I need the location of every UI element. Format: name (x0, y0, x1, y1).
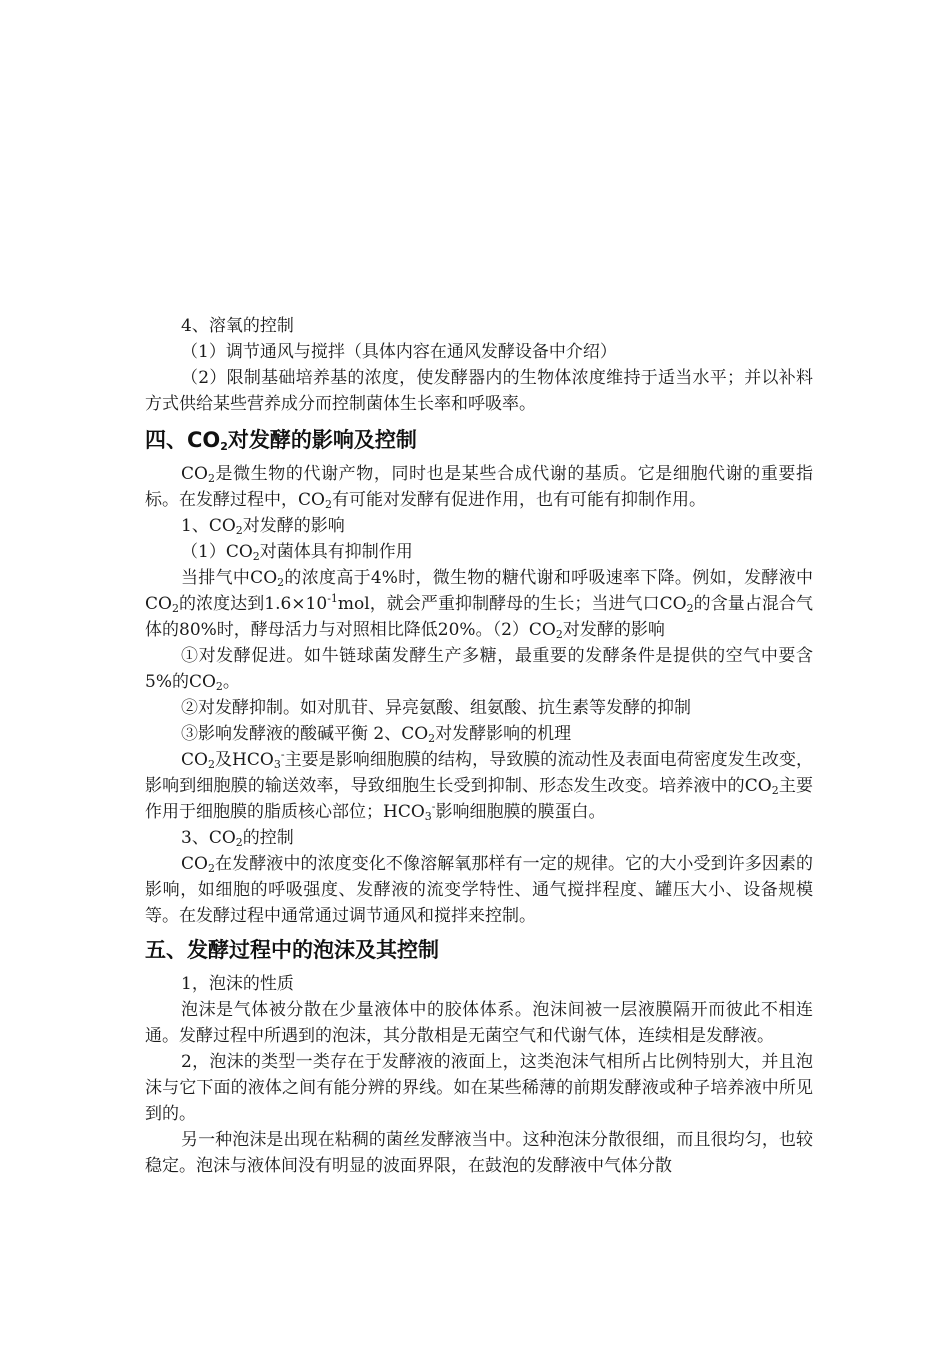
foam-nature-subheading: 1，泡沫的性质 (181, 974, 294, 994)
section-heading-foam: 五、发酵过程中的泡沫及其控制 (145, 938, 439, 962)
document-body (145, 313, 813, 1179)
dissolved-oxygen-item-1: （1）调节通风与搅拌（具体内容在通风发酵设备中介绍） (181, 342, 617, 362)
co2-promotion-item: ①对发酵促进。如牛链球菌发酵生产多糖，最重要的发酵条件是提供的空气中要含5%的$CO_2$。 (145, 646, 813, 693)
co2-effect-subheading: 1、$CO_2$对发酵的影响 (181, 516, 345, 537)
co2-ph-balance-item: ③影响发酵液的酸碱平衡 2、$CO_2$对发酵影响的机理 (181, 724, 572, 745)
co2-intro-paragraph: $CO_2$是微生物的代谢产物，同时也是某些合成代谢的基质。它是细胞代谢的重要指标。在发酵过程中，$CO_2$有可能对发酵有促进作用，也有可能有抑制作用。 (145, 464, 813, 511)
co2-inhibition-item: ②对发酵抑制。如对肌苷、异亮氨酸、组氨酸、抗生素等发酵的抑制 (181, 698, 691, 718)
co2-mechanism-paragraph: $CO_2$及$HCO_3^-$主要是影响细胞膜的结构，导致膜的流动性及表面电荷密度发生改变，影响到细胞膜的输送效率，导致细胞生长受到抑制、形态发生改变。培养液中的$CO_2$主要作用于细胞膜的脂质核心部位；$HCO_3^-$影响细胞膜的膜蛋白。 (145, 748, 813, 823)
foam-definition-paragraph: 泡沫是气体被分散在少量液体中的胶体体系。泡沫间被一层液膜隔开而彼此不相连通。发酵过程中所遇到的泡沫，其分散相是无菌空气和代谢气体，连续相是发酵液。 (145, 1000, 813, 1046)
co2-inhibition-subheading: $(1)CO_2$对菌体具有抑制作用 (181, 542, 413, 563)
co2-control-subheading: 3、$CO_2$的控制 (181, 828, 294, 849)
dissolved-oxygen-title: 4、溶氧的控制 (181, 316, 294, 336)
co2-inhibition-paragraph: 当排气中$CO_2$的浓度高于4%时，微生物的糖代谢和呼吸速率下降。例如，发酵液中$CO_2$的浓度达到$1.6\times 10^{-1}mol$，就会严重抑制酵母的生长；当进气口$CO_2$的含量占混合气体的80%时，酵母活力与对照相比降低20%。$(2)CO_2$对发酵的影响 (145, 568, 814, 641)
dissolved-oxygen-item-2: （2）限制基础培养基的浓度，使发酵器内的生物体浓度维持于适当水平；并以补料方式供给某些营养成分而控制菌体生长率和呼吸率。 (145, 368, 813, 414)
section-heading-co2: 四、$CO_2$对发酵的影响及控制 (145, 428, 417, 453)
co2-control-paragraph: $CO_2$在发酵液中的浓度变化不像溶解氧那样有一定的规律。它的大小受到许多因素的影响，如细胞的呼吸强度、发酵液的流变学特性、通气搅拌程度、罐压大小、设备规模等。在发酵过程中通常通过调节通风和搅拌来控制。 (145, 854, 813, 926)
foam-type-paragraph: 2，泡沫的类型一类存在于发酵液的液面上，这类泡沫气相所占比例特别大，并且泡沫与它下面的液体之间有能分辨的界线。如在某些稀薄的前期发酵液或种子培养液中所见到的。 (145, 1052, 813, 1124)
foam-second-type-paragraph: 另一种泡沫是出现在粘稠的菌丝发酵液当中。这种泡沫分散很细，而且很均匀，也较稳定。泡沫与液体间没有明显的波面界限，在鼓泡的发酵液中气体分散 (145, 1130, 813, 1176)
